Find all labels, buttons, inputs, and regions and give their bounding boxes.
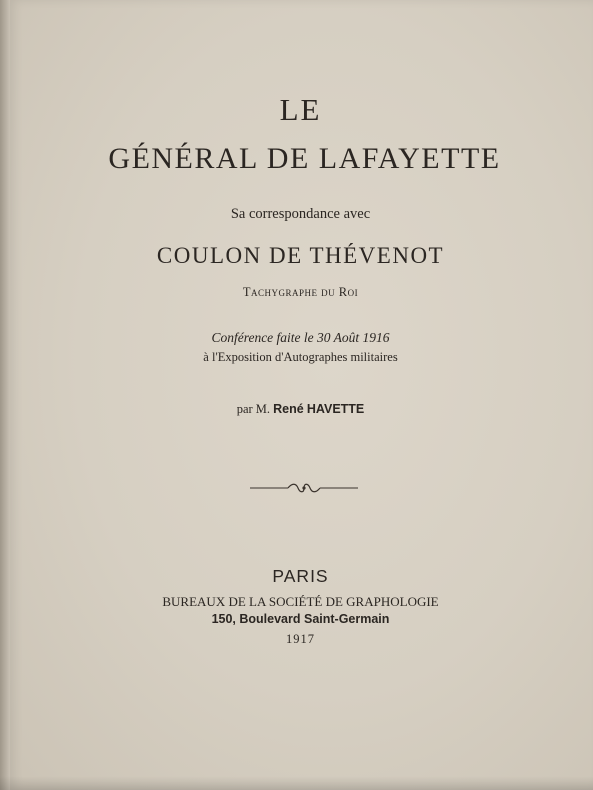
imprint-year: 1917	[286, 632, 315, 646]
author-line	[8, 402, 593, 417]
subject-role: Tachygraphe du Roi	[242, 285, 359, 299]
author-prefix: par M.	[236, 402, 271, 416]
imprint-city: PARIS	[272, 566, 329, 586]
page-shadow	[0, 776, 593, 790]
title-line-1: LE	[279, 92, 322, 127]
title-line-2: GÉNÉRAL DE LAFAYETTE	[108, 142, 501, 175]
conference-line-2: à l'Exposition d'Autographes militaires	[203, 350, 398, 364]
author-first-name: René	[273, 402, 304, 416]
imprint-address: 150, Boulevard Saint-Germain	[211, 612, 390, 626]
imprint-publisher: BUREAUX DE LA SOCIÉTÉ DE GRAPHOLOGIE	[162, 594, 439, 609]
subtitle: Sa correspondance avec	[230, 206, 371, 222]
conference-line-1: Conférence faite le 30 Août 1916	[211, 330, 390, 345]
subject-name: COULON DE THÉVENOT	[156, 243, 445, 268]
author-last-name: HAVETTE	[306, 402, 365, 416]
decorative-rule-icon	[248, 481, 360, 495]
